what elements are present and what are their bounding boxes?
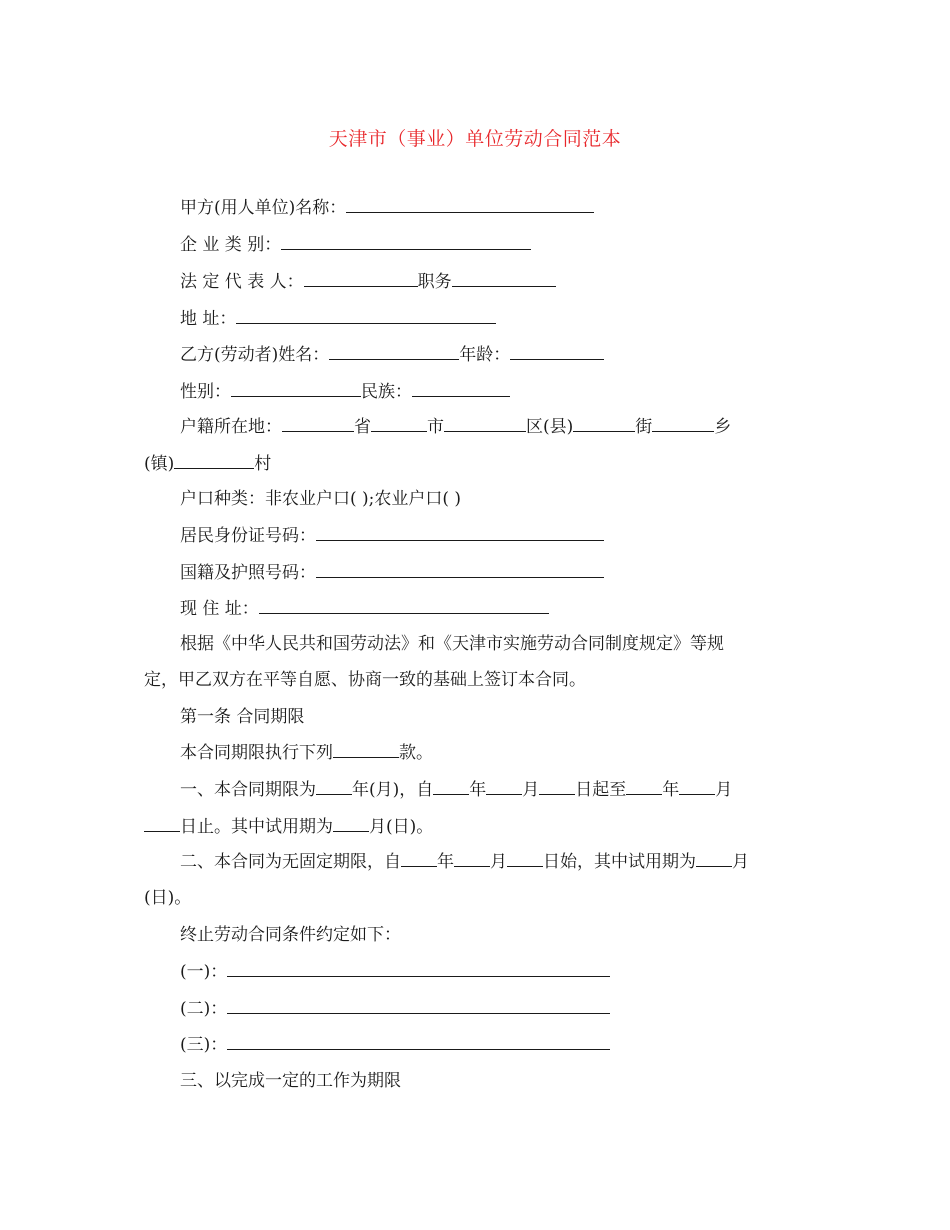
id-number-label: 居民身份证号码： [180,526,316,546]
gender-row [180,382,510,402]
legal-rep-blank[interactable] [304,272,418,287]
item-1-year-month: 年(月)，自 [352,780,434,800]
term-clause-blank[interactable] [333,743,399,758]
hukou-type-label: 户口种类：非农业户口( );农业户口( ) [180,489,462,509]
item-2-day-start: 日始，其中试用期为 [543,852,696,872]
hukou-location-label: 户籍所在地： [180,417,282,437]
address-row [180,309,496,329]
ethnicity-blank[interactable] [412,382,510,397]
condition-3-label: (三)： [180,1035,228,1055]
current-address-label: 现 住 址： [180,599,259,619]
town-blank[interactable] [174,454,254,469]
address-blank[interactable] [236,309,496,324]
condition-2-row [180,999,610,1019]
city-blank[interactable] [371,417,427,432]
condition-1-row [180,962,610,982]
party-b-name-blank[interactable] [329,345,459,360]
street-blank[interactable] [573,417,635,432]
city-label: 市 [427,417,444,437]
item-1-month-blank[interactable] [486,780,522,795]
gender-blank[interactable] [231,382,361,397]
current-address-row [180,599,549,619]
item-1-year2: 年 [662,780,680,800]
district-blank[interactable] [444,417,526,432]
article-1-heading: 第一条 合同期限 [180,707,305,727]
item-1-year-blank[interactable] [433,780,469,795]
party-a-name-label: 甲方(用人单位)名称： [180,198,347,218]
item-3-heading: 三、以完成一定的工作为期限 [180,1071,401,1091]
condition-2-label: (二)： [180,999,228,1019]
item-2-trial-blank[interactable] [696,852,732,867]
item-2-row [180,852,749,872]
item-1-year2-blank[interactable] [626,780,662,795]
item-1-term-blank[interactable] [316,780,352,795]
position-label: 职务 [417,272,452,292]
item-1-day2-blank[interactable] [144,817,180,832]
party-a-name-blank[interactable] [346,198,594,213]
condition-1-blank[interactable] [227,962,610,977]
id-number-blank[interactable] [316,526,604,541]
term-clause-row [180,743,433,763]
township-label: 乡 [714,417,732,437]
term-clause-suffix: 款。 [399,743,433,763]
passport-blank[interactable] [316,563,604,578]
legal-rep-label: 法 定 代 表 人： [180,272,304,292]
item-2-day-blank[interactable] [507,852,543,867]
item-1-month2: 月 [715,780,733,800]
enterprise-type-label: 企 业 类 别： [180,235,282,255]
ethnicity-label: 民族： [361,382,412,402]
age-blank[interactable] [510,345,604,360]
township-blank[interactable] [652,417,714,432]
item-2-month: 月 [490,852,507,872]
enterprise-type-row [180,235,531,255]
position-blank[interactable] [452,272,556,287]
item-2-prefix: 二、本合同为无固定期限，自 [180,852,401,872]
district-label: 区(县) [526,417,574,437]
item-2-year: 年 [437,852,454,872]
item-1-row [180,780,732,800]
hukou-location-row [180,417,731,437]
termination-intro: 终止劳动合同条件约定如下： [180,925,401,945]
basis-line-1: 根据《中华人民共和国劳动法》和《天津市实施劳动合同制度规定》等规 [180,634,724,654]
current-address-blank[interactable] [259,599,549,614]
item-2-year-blank[interactable] [401,852,437,867]
term-clause-label: 本合同期限执行下列 [180,743,333,763]
address-label: 地 址： [180,309,237,329]
item-2-month-blank[interactable] [454,852,490,867]
passport-label: 国籍及护照号码： [180,563,316,583]
basis-line-2: 定，甲乙双方在平等自愿、协商一致的基础上签订本合同。 [144,670,586,690]
age-label: 年龄： [459,345,511,365]
village-label: 村 [254,454,272,474]
legal-rep-row [180,272,556,292]
enterprise-type-blank[interactable] [281,235,531,250]
item-1-day-blank[interactable] [539,780,575,795]
id-number-row [180,526,604,546]
item-1-trial: 月(日)。 [369,817,434,837]
item-1-trial-blank[interactable] [333,817,369,832]
party-a-name-row [180,198,594,218]
item-1-year: 年 [469,780,487,800]
condition-2-blank[interactable] [227,999,610,1014]
item-2-month2: 月 [732,852,749,872]
item-2-row-cont: (日)。 [144,888,192,908]
hukou-type-row [180,489,461,509]
passport-row [180,563,604,583]
item-1-day-end: 日止。其中试用期为 [180,817,333,837]
town-label: (镇) [144,454,175,474]
hukou-location-row-cont [144,454,271,474]
street-label: 街 [635,417,653,437]
party-b-name-label: 乙方(劳动者)姓名： [180,345,330,365]
condition-1-label: (一)： [180,962,228,982]
item-1-row-cont [144,817,433,837]
item-1-month2-blank[interactable] [679,780,715,795]
province-blank[interactable] [282,417,354,432]
condition-3-blank[interactable] [227,1035,610,1050]
item-1-prefix: 一、本合同期限为 [180,780,316,800]
gender-label: 性别： [180,382,231,402]
party-b-name-row [180,345,604,365]
item-1-month: 月 [522,780,540,800]
page-title: 天津市（事业）单位劳动合同范本 [328,128,622,150]
item-1-day-from: 日起至 [575,780,627,800]
province-label: 省 [354,417,371,437]
condition-3-row [180,1035,610,1055]
